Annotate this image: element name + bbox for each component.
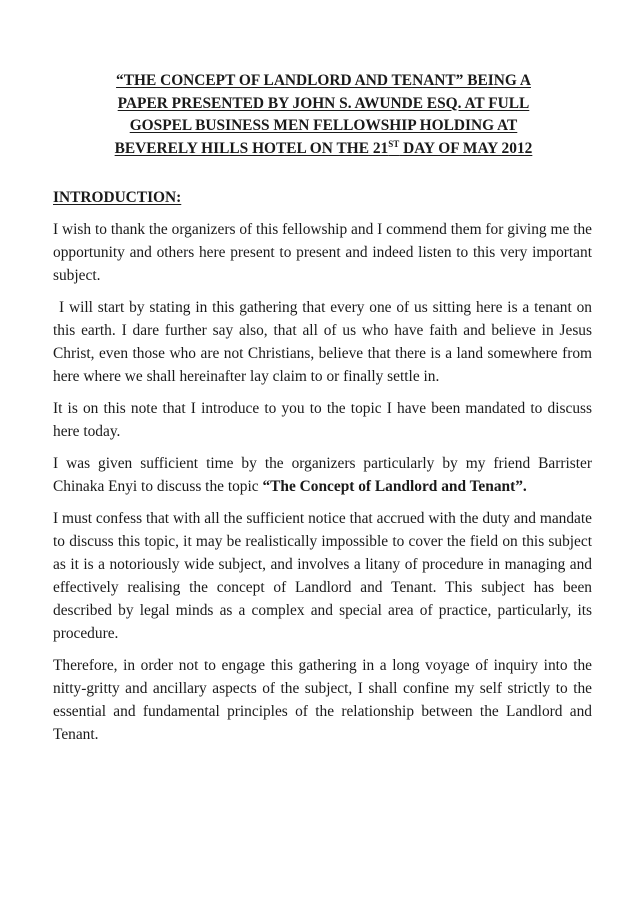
paragraph-4	[53, 452, 592, 498]
paragraph-4-text: I was given sufficient time by the organizers particularly by my friend Barrister Chinaka Enyi to discuss the topic	[53, 455, 592, 495]
paragraph-2: I will start by stating in this gathering that every one of us sitting here is a tenant on this earth. I dare further say also, that all of us who have faith and believe in Jesus Christ, even those who are not Christians, believe that there is a land somewhere from here where we shall hereinafter lay claim to or finally settle in.	[53, 299, 592, 385]
title-line-4-text: BEVERELY HILLS HOTEL ON THE 21	[114, 139, 389, 157]
paragraph-5: I must confess that with all the sufficient notice that accrued with the duty and mandate to discuss this topic, it may be realistically impossible to cover the field on this subject as it is a notoriously wide subject, and involves a litany of procedure in managing and effectively realising the concept of Landlord and Tenant. This subject has been described by legal minds as a complex and special area of practice, particularly, its procedure.	[53, 510, 592, 642]
paragraph-1: I wish to thank the organizers of this fellowship and I commend them for giving me the opportunity and others here present to present and indeed listen to this very important subject.	[53, 221, 592, 284]
title-line-1: “THE CONCEPT OF LANDLORD AND TENANT” BEING A	[116, 72, 531, 89]
title-line-3: GOSPEL BUSINESS MEN FELLOWSHIP HOLDING AT	[129, 117, 518, 134]
paragraph-4-topic-title: “The Concept of Landlord and Tenant”.	[262, 478, 527, 495]
document-title	[59, 70, 588, 160]
section-heading-introduction: INTRODUCTION:	[53, 189, 182, 206]
title-line-4	[59, 138, 588, 161]
paragraph-6: Therefore, in order not to engage this gathering in a long voyage of inquiry into the nitty-gritty and ancillary aspects of the subject, I shall confine my self strictly to the essential and fundamental principles of the relationship between the Landlord and Tenant.	[53, 657, 592, 743]
title-ordinal-suffix: ST	[388, 138, 400, 149]
title-line-4-text-end: DAY OF MAY 2012	[399, 139, 533, 157]
title-line-2: PAPER PRESENTED BY JOHN S. AWUNDE ESQ. AT FULL	[117, 94, 530, 112]
paragraph-3: It is on this note that I introduce to you to the topic I have been mandated to discuss here today.	[53, 400, 592, 440]
